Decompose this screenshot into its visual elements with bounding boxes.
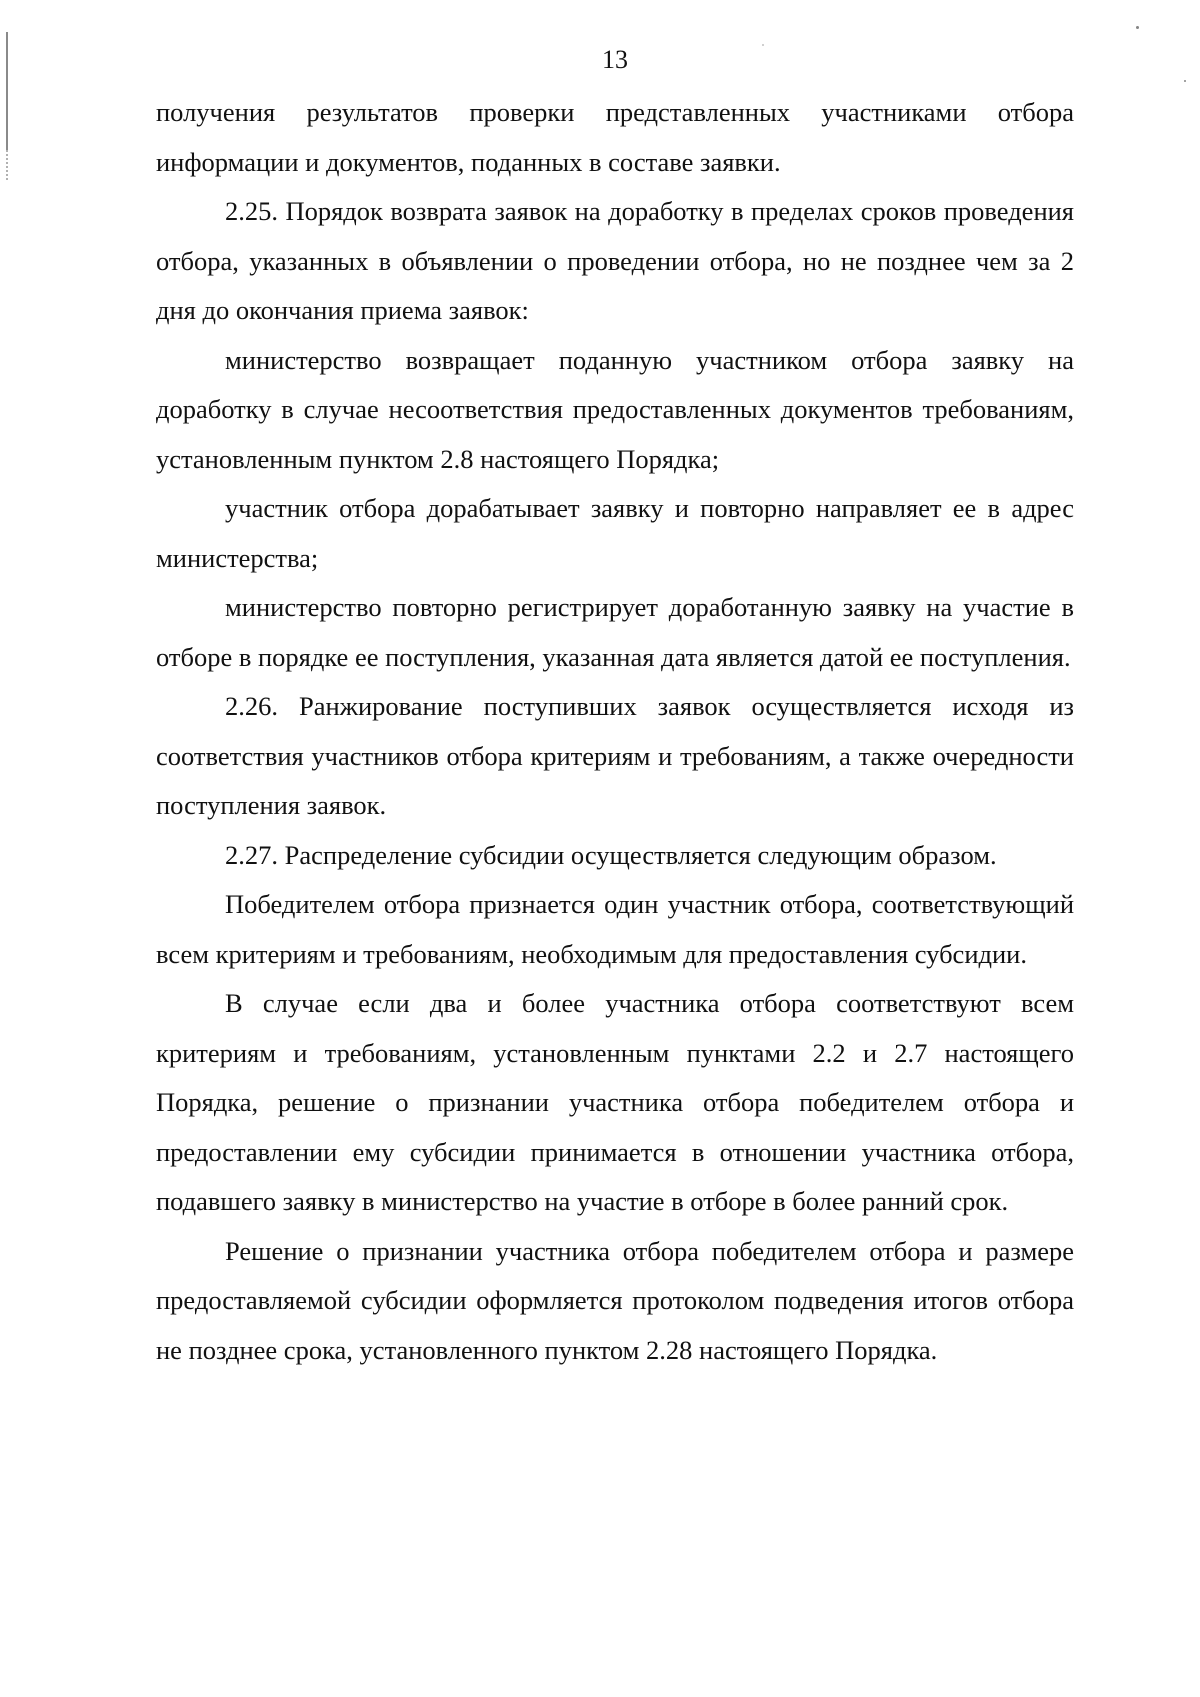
- paragraph-2-26: 2.26. Ранжирование поступивших заявок осуществляется исходя из соответствия участников отбора критериям и требованиям, а также очередности поступления заявок.: [156, 691, 1074, 820]
- scan-edge-dots: [6, 150, 10, 180]
- paragraph-reregistration: министерство повторно регистрирует доработанную заявку на участие в отборе в порядке ее поступления, указанная дата является датой ее поступления.: [156, 592, 1074, 672]
- scan-speck: [1136, 26, 1139, 29]
- paragraph-return-for-revision: министерство возвращает поданную участником отбора заявку на доработку в случае несоответствия предоставленных документов требованиям, установленным пунктом 2.8 настоящего Порядка;: [156, 344, 1074, 474]
- paragraph-2-27: 2.27. Распределение субсидии осуществляется следующим образом.: [225, 839, 997, 870]
- paragraph-protocol-decision: Решение о признании участника отбора победителем отбора и размере предоставляемой субсидии оформляется протоколом подведения итогов отбора не позднее срока, установленного пунктом 2.28 настоящего Порядка.: [156, 1235, 1074, 1365]
- paragraph-participant-resubmits: участник отбора дорабатывает заявку и повторно направляет ее в адрес министерства;: [156, 493, 1074, 573]
- paragraph-2-25: 2.25. Порядок возврата заявок на доработку в пределах сроков проведения отбора, указанных в объявлении о проведении отбора, но не позднее чем за 2 дня до окончания приема заявок:: [156, 196, 1074, 325]
- document-body: [156, 88, 1074, 1375]
- paragraph-multiple-participants: В случае если два и более участника отбора соответствуют всем критериям и требованиям, установленным пунктами 2.2 и 2.7 настоящего Порядка, решение о признании участника отбора победителем отбора и предоставлении ему субсидии принимается в отношении участника отбора, подавшего заявку в министерство на участие в отборе в более ранний срок.: [156, 988, 1074, 1216]
- page-number: 13: [602, 45, 628, 74]
- scan-speck: [1184, 80, 1186, 82]
- paragraph-winner-definition: Победителем отбора признается один участник отбора, соответствующий всем критериям и требованиям, необходимым для предоставления субсидии.: [156, 889, 1074, 969]
- paragraph-continuation: получения результатов проверки представленных участниками отбора информации и документов, поданных в составе заявки.: [156, 97, 1074, 177]
